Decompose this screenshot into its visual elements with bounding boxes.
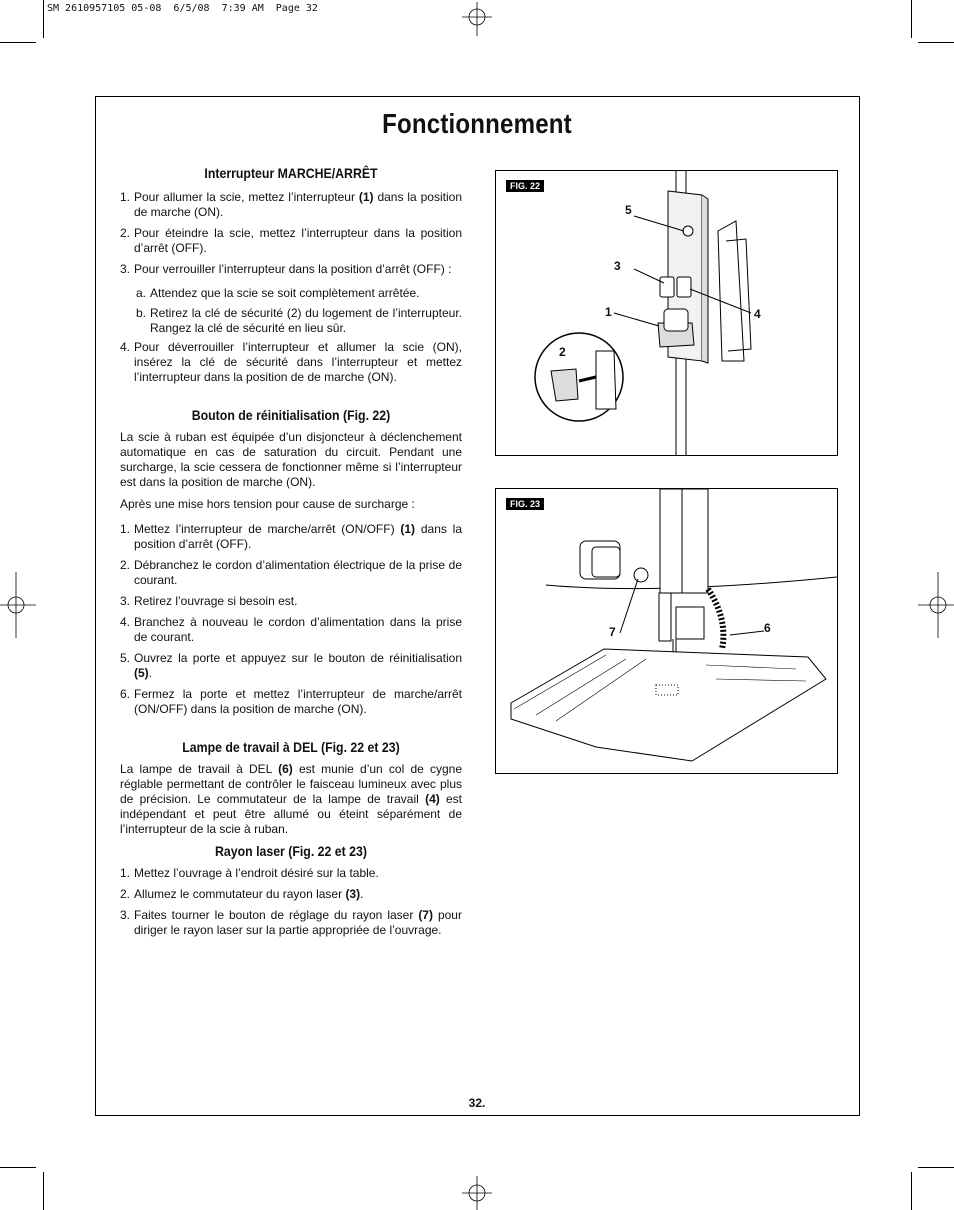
list-item	[120, 908, 462, 938]
list-item	[120, 522, 462, 552]
switch-panel-illustration	[496, 171, 837, 455]
paragraph: La lampe de travail à DEL (6) est munie d’un col de cygne réglable permettant de contrôler le faisceau lumineux avec plus de précision. Le commutateur de la lampe de travail (4) est indépendant et peut être allumé ou éteint séparément de l’interrupteur de la scie à ruban.	[120, 762, 463, 836]
callout-label: 1	[605, 305, 612, 319]
list-item	[120, 340, 462, 385]
callout-label: 2	[559, 345, 566, 359]
list-item	[120, 687, 462, 717]
callout-label: 3	[614, 259, 621, 273]
crop-mark	[43, 1172, 44, 1210]
section-heading-led: Lampe de travail à DEL (Fig. 22 et 23)	[182, 739, 400, 755]
item-number: a.	[136, 286, 147, 300]
section-heading-switch: Interrupteur MARCHE/ARRÊT	[204, 165, 378, 181]
item-text: Mettez l’ouvrage à l’endroit désiré sur la table.	[134, 866, 379, 880]
item-text: Pour déverrouiller l’interrupteur et allumer la scie (ON), insérez la clé de sécurité dans l’interrupteur et mettez l’interrupteur dans la position de de marche (ON).	[134, 340, 462, 384]
item-text: Attendez que la scie se soit complètement arrêtée.	[150, 286, 420, 300]
list-item	[120, 558, 462, 588]
item-number: 5.	[120, 651, 131, 665]
registration-mark-icon	[462, 2, 492, 36]
list-item	[120, 887, 462, 902]
page-title: Fonctionnement	[382, 108, 572, 139]
callout-label: 4	[754, 307, 761, 321]
crop-mark	[918, 42, 954, 43]
registration-mark-icon	[462, 1176, 492, 1210]
item-text: Allumez le commutateur du rayon laser (3).	[134, 887, 364, 901]
item-number: 1.	[120, 866, 131, 880]
callout-label: 7	[609, 625, 616, 639]
item-text: Branchez à nouveau le cordon d’alimentation dans la prise de courant.	[134, 615, 462, 644]
list-item	[120, 226, 462, 256]
item-number: 2.	[120, 558, 131, 572]
list-item	[120, 594, 462, 609]
crop-mark	[911, 0, 912, 38]
item-text: Retirez l’ouvrage si besoin est.	[134, 594, 298, 608]
item-number: 4.	[120, 615, 131, 629]
item-text: Ouvrez la porte et appuyez sur le bouton de réinitialisation (5).	[134, 651, 462, 680]
item-number: b.	[136, 306, 147, 320]
print-slug: SM 2610957105 05-08 6/5/08 7:39 AM Page 32	[47, 3, 318, 14]
item-number: 1.	[120, 522, 131, 536]
section-heading-reset: Bouton de réinitialisation (Fig. 22)	[191, 407, 391, 423]
item-text: Pour allumer la scie, mettez l’interrupteur (1) dans la position de marche (ON).	[134, 190, 462, 219]
item-number: 6.	[120, 687, 131, 701]
crop-mark	[0, 1167, 36, 1168]
list-item	[120, 866, 462, 881]
paragraph: Après une mise hors tension pour cause de surcharge :	[120, 497, 415, 511]
paragraph: La scie à ruban est équipée d’un disjoncteur à déclenchement automatique en cas de saturation du circuit. Pendant une surcharge, la scie cessera de fonctionner même si l’interrupteur est dans la position de marche (ON).	[120, 430, 462, 489]
text-column	[120, 160, 462, 938]
figure-23	[495, 488, 838, 774]
registration-mark-icon	[0, 572, 36, 638]
page-number: 32.	[468, 1096, 486, 1110]
crop-mark	[43, 0, 44, 38]
list-item	[120, 615, 462, 645]
figure-label: FIG. 22	[506, 180, 544, 192]
item-text: Fermez la porte et mettez l’interrupteur de marche/arrêt (ON/OFF) dans la position de marche (ON).	[134, 687, 462, 716]
item-number: 2.	[120, 226, 131, 240]
registration-mark-icon	[918, 572, 954, 638]
item-number: 2.	[120, 887, 131, 901]
bandsaw-table-illustration	[496, 489, 837, 773]
crop-mark	[918, 1167, 954, 1168]
item-number: 3.	[120, 908, 131, 922]
sub-list-item	[120, 286, 462, 301]
item-text: Mettez l’interrupteur de marche/arrêt (ON/OFF) (1) dans la position d’arrêt (OFF).	[134, 522, 462, 551]
sub-list-item	[120, 306, 462, 336]
item-text: Débranchez le cordon d’alimentation électrique de la prise de courant.	[134, 558, 462, 587]
item-text: Retirez la clé de sécurité (2) du logement de l’interrupteur. Rangez la clé de sécurité en lieu sûr.	[150, 306, 462, 335]
item-text: Faites tourner le bouton de réglage du rayon laser (7) pour diriger le rayon laser sur la partie appropriée de l’ouvrage.	[134, 908, 462, 937]
item-number: 1.	[120, 190, 131, 204]
item-text: Pour éteindre la scie, mettez l’interrupteur dans la position d’arrêt (OFF).	[134, 226, 462, 255]
figure-label: FIG. 23	[506, 498, 544, 510]
list-item	[120, 190, 462, 220]
item-number: 3.	[120, 262, 131, 276]
crop-mark	[0, 42, 36, 43]
figure-22	[495, 170, 838, 456]
item-number: 4.	[120, 340, 131, 354]
section-heading-laser: Rayon laser (Fig. 22 et 23)	[214, 843, 367, 859]
callout-label: 6	[764, 621, 771, 635]
callout-label: 5	[625, 203, 632, 217]
list-item	[120, 262, 462, 277]
crop-mark	[911, 1172, 912, 1210]
item-text: Pour verrouiller l’interrupteur dans la position d’arrêt (OFF) :	[134, 262, 452, 276]
item-number: 3.	[120, 594, 131, 608]
list-item	[120, 651, 462, 681]
